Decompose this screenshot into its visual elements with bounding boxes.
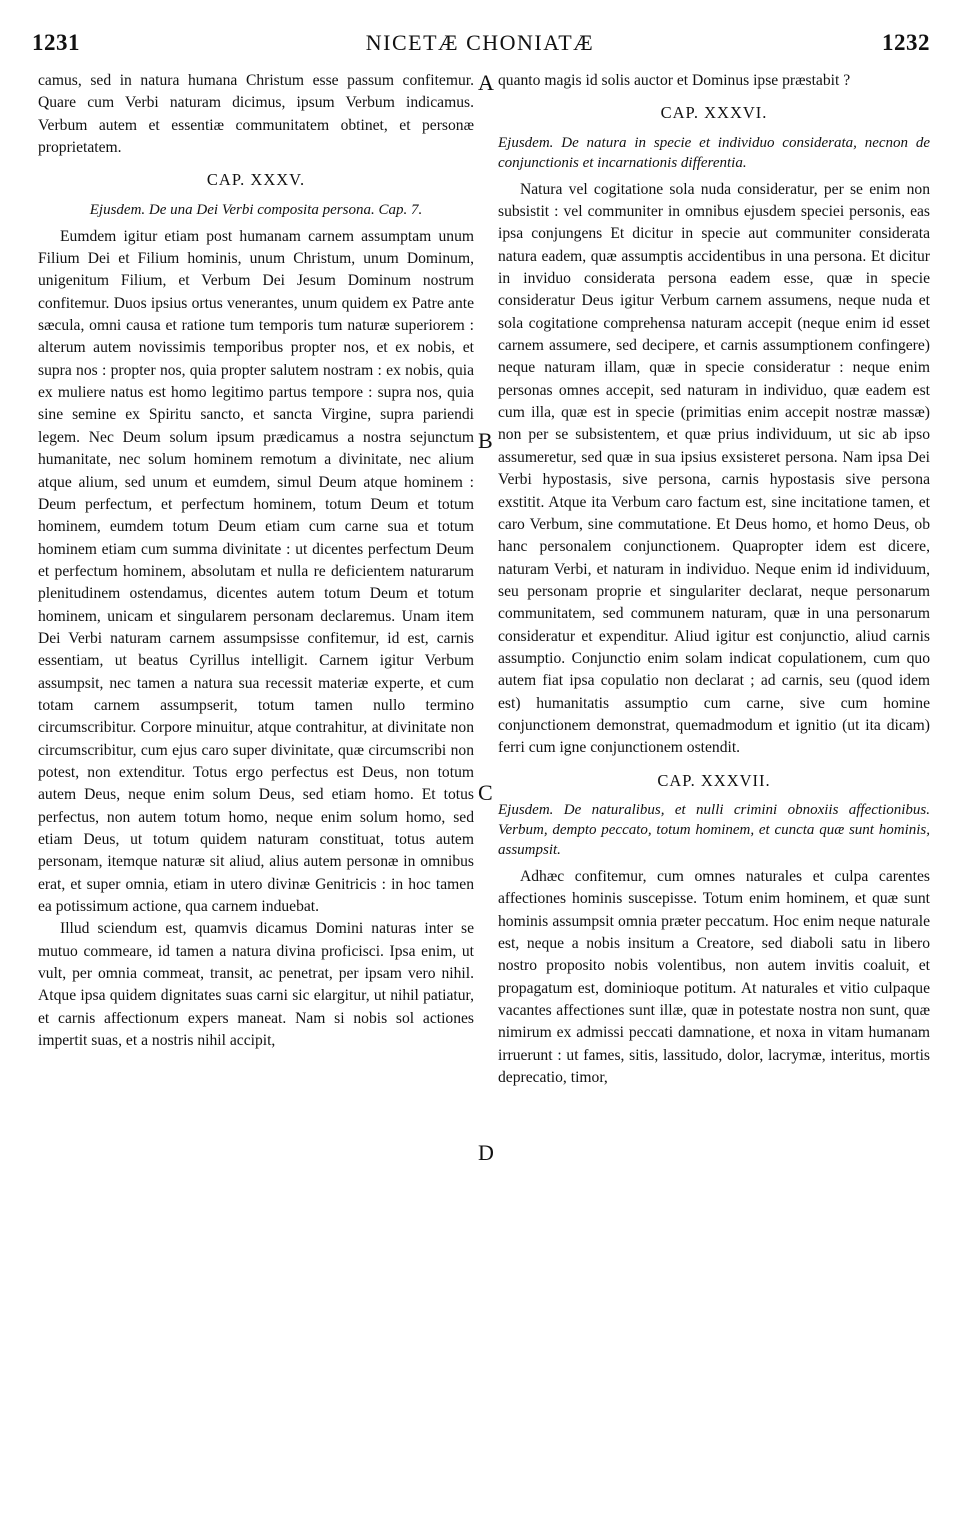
chapter-heading-35: CAP. XXXV. <box>206 170 306 190</box>
margin-marker-a: A <box>478 70 494 95</box>
page-header <box>30 30 930 60</box>
chapter-heading-37: CAP. XXXVII. <box>657 770 771 790</box>
chapter-rubric-35: Ejusdem. De una Dei Verbi composita persona. Cap. 7. <box>89 201 423 218</box>
chapter-heading-36: CAP. XXXVI. <box>660 103 768 123</box>
left-paragraph-2: Eumdem igitur etiam post humanam carnem assumptam unum Filium Dei et Filium hominis, unum Christum, unum Dominum, unigenitum Filium, et Verbum Dei Jesum Dominum nostrum confitemur. Duos ipsius ortus venerantes, unum quidem ex Patre ante sæcula, omni causa et ratione tum temporis tum naturæ superiorem : alterum autem novissimis temporibus propter nos, et ex nobis, et supra nos : propter nos, quia propter salutem nostram : ex nobis, quia ex muliere natus est homo legitimo partus tempore : supra nos, quia sine semine ex Spiritu sancto, et sancta Virgine, supra pariendi legem. Nec Deum solum ipsum prædicamus a nostra sejunctum humanitate, nec solum hominem remotum a divinitate, nec alium atque alium, sed unum et eumdem, simul Deum atque hominem : Deum perfectum, et perfectum hominem, totum Deum et totum hominem, eumdem totum Deum etiam cum carne sua et totum hominem etiam cum summa divinitate : ut dicentes perfectum Deum et perfectum hominem, absolutam et nulla re deficientem naturarum plenitudinem ostendamus, dicentes autem totum Deum et totum hominem, unicam et singularem personam declaremus. Unam item Dei Verbi naturam carnem assumpsisse confitemur, id est, carnis essentiam, ut beatus Cyrillus intelligit. Carnem igitur Verbum assumpsit, nec tamen a natura sua recessit materiæ experte, et cum totam carnem assumpserit, totum tamen nullo termino circumscribitur. Corpore minuitur, atque contrahitur, at divinitate non circumscribitur, cum ejus caro super divinitate, quæ circumscribi non potest, non extenditur. Totus ergo perfectus est Deus, non totum autem Deus, neque enim solum Deus, sed etiam homo. Et totus perfectus, non autem totum homo, neque enim solum homo, sed etiam Deus, ut totum quidem naturam constituat, totus autem personam, itemque naturæ sit aliud, alius autem personæ in omnibus erat, et super omnia, etiam in utero divinæ Genitricis : in hoc tamen ea potissimum actione, qua carnem induebat. <box>38 227 474 916</box>
left-page-number: 1231 <box>32 30 80 55</box>
chapter-rubric-36: Ejusdem. De natura in specie et individuo considerata, necnon de conjunctionis et incarnationis differentia. <box>498 134 930 171</box>
margin-marker-d: D <box>478 1140 494 1165</box>
margin-marker-c: C <box>478 780 493 805</box>
right-paragraph-3: Adhæc confitemur, cum omnes naturales et culpa carentes affectiones hominis suscepisse. Totum enim hominem, et quæ sunt hominis assumpsit omnia præter peccatum. Hoc enim neque naturale est, neque a nobis insitum a Creatore, sed diaboli satu in libero nostro proposito nobis volentibus, non autem invitis coaluit, et propagatum est, dominioque potitum. At naturales et vitio culpaque vacantes affectiones sunt illæ, quæ in potestate nostra non sunt, quæ nimirum ex admissi peccati damnatione, et noxa in vitam humanam irruerunt : ut fames, sitis, lassitudo, dolor, lacrymæ, interitus, mortis deprecatio, timor, <box>498 867 930 1087</box>
right-page-number: 1232 <box>882 30 930 55</box>
margin-marker-b: B <box>478 428 493 453</box>
running-title: NICETÆ CHONIATÆ <box>365 30 595 55</box>
left-paragraph-1: camus, sed in natura humana Christum esse passum confitemur. Quare cum Verbi naturam dicimus, ipsum Verbum indicamus. Verbum autem et essentiæ communitatem obtinet, et personæ proprietatem. <box>38 72 474 157</box>
left-column <box>38 70 474 1052</box>
right-paragraph-1: quanto magis id solis auctor et Dominus ipse præstabit ? <box>498 72 851 89</box>
chapter-rubric-37: Ejusdem. De naturalibus, et nulli crimini obnoxiis affectionibus. Verbum, dempto peccato, totum hominem, et cuncta quæ sunt hominis, assumpsit. <box>498 801 930 858</box>
right-paragraph-2: Natura vel cogitatione sola nuda consideratur, per se enim non subsistit : vel communiter in omnibus ejusdem speciei personis, eas ipsa conjungens Et dicitur in specie aut communiter considerata natura eadem, quæ assumptis accidentibus in una persona. Et dicitur in inviduo considerata persona eadem esse, quæ in specie consideratur Deus igitur Verbum carnem assumens, neque nuda et sola cogitatione comprehensa naturam accepit (neque enim id esset carnem assumere, sed decipere, et carnis assumptionem confingere) neque naturam illam, quæ in specie consideratur : neque enim personas omnes accepit, sed naturam in individuo, quæ eadem est cum illa, quæ est in specie (primitias enim accepit nostræ massæ) non per se subsistentem, et quæ prius individuum, ut sic ab ipso assumeretur, sed quæ in sua ipsius exsisteret persona. Nam ipsa Dei Verbi hypostasis, sive persona, carnis hypostasis sive persona exstitit. Atque ita Verbum caro factum est, sine incitatione tamen, et caro Verbum, sine commutatione. Et Deus homo, et homo Deus, ob hanc personalem conjunctionem. Quapropter idem est dicere, naturam Verbi, et naturam in individuo. Neque enim id individuum, seu personam proprie et singulariter declarat, neque personarum communitatem, sed communem naturam, quæ in una personarum consideratur et expenditur. Aliud igitur est conjunctio, aliud carnis assumptio. Conjunctio enim solam indicat copulationem, cum quo autem fiat ipsa copulatio non declarat ; ad carnis, seu (quod idem est) humanitatis assumptio cum carne, sive cum homine conjunctionem demonstrat, quemadmodum et ignitio (ut ita dicam) ferri cum igne conjunctionem ostendit. <box>498 180 930 757</box>
right-column <box>498 70 930 1089</box>
left-paragraph-3: Illud sciendum est, quamvis dicamus Domini naturas inter se mutuo commeare, id tamen a natura divina proficisci. Ipsa enim, ut vult, per omnia commeat, transit, ac penetrat, per ipsam vero nihil. Atque ipsa quidem dignitates suas carni sic elargitur, ut nihil patiatur, et carnis affectionum expers maneat. Nam si nobis sol actiones impertit suas, et a nostris nihil accipit, <box>38 920 474 1050</box>
